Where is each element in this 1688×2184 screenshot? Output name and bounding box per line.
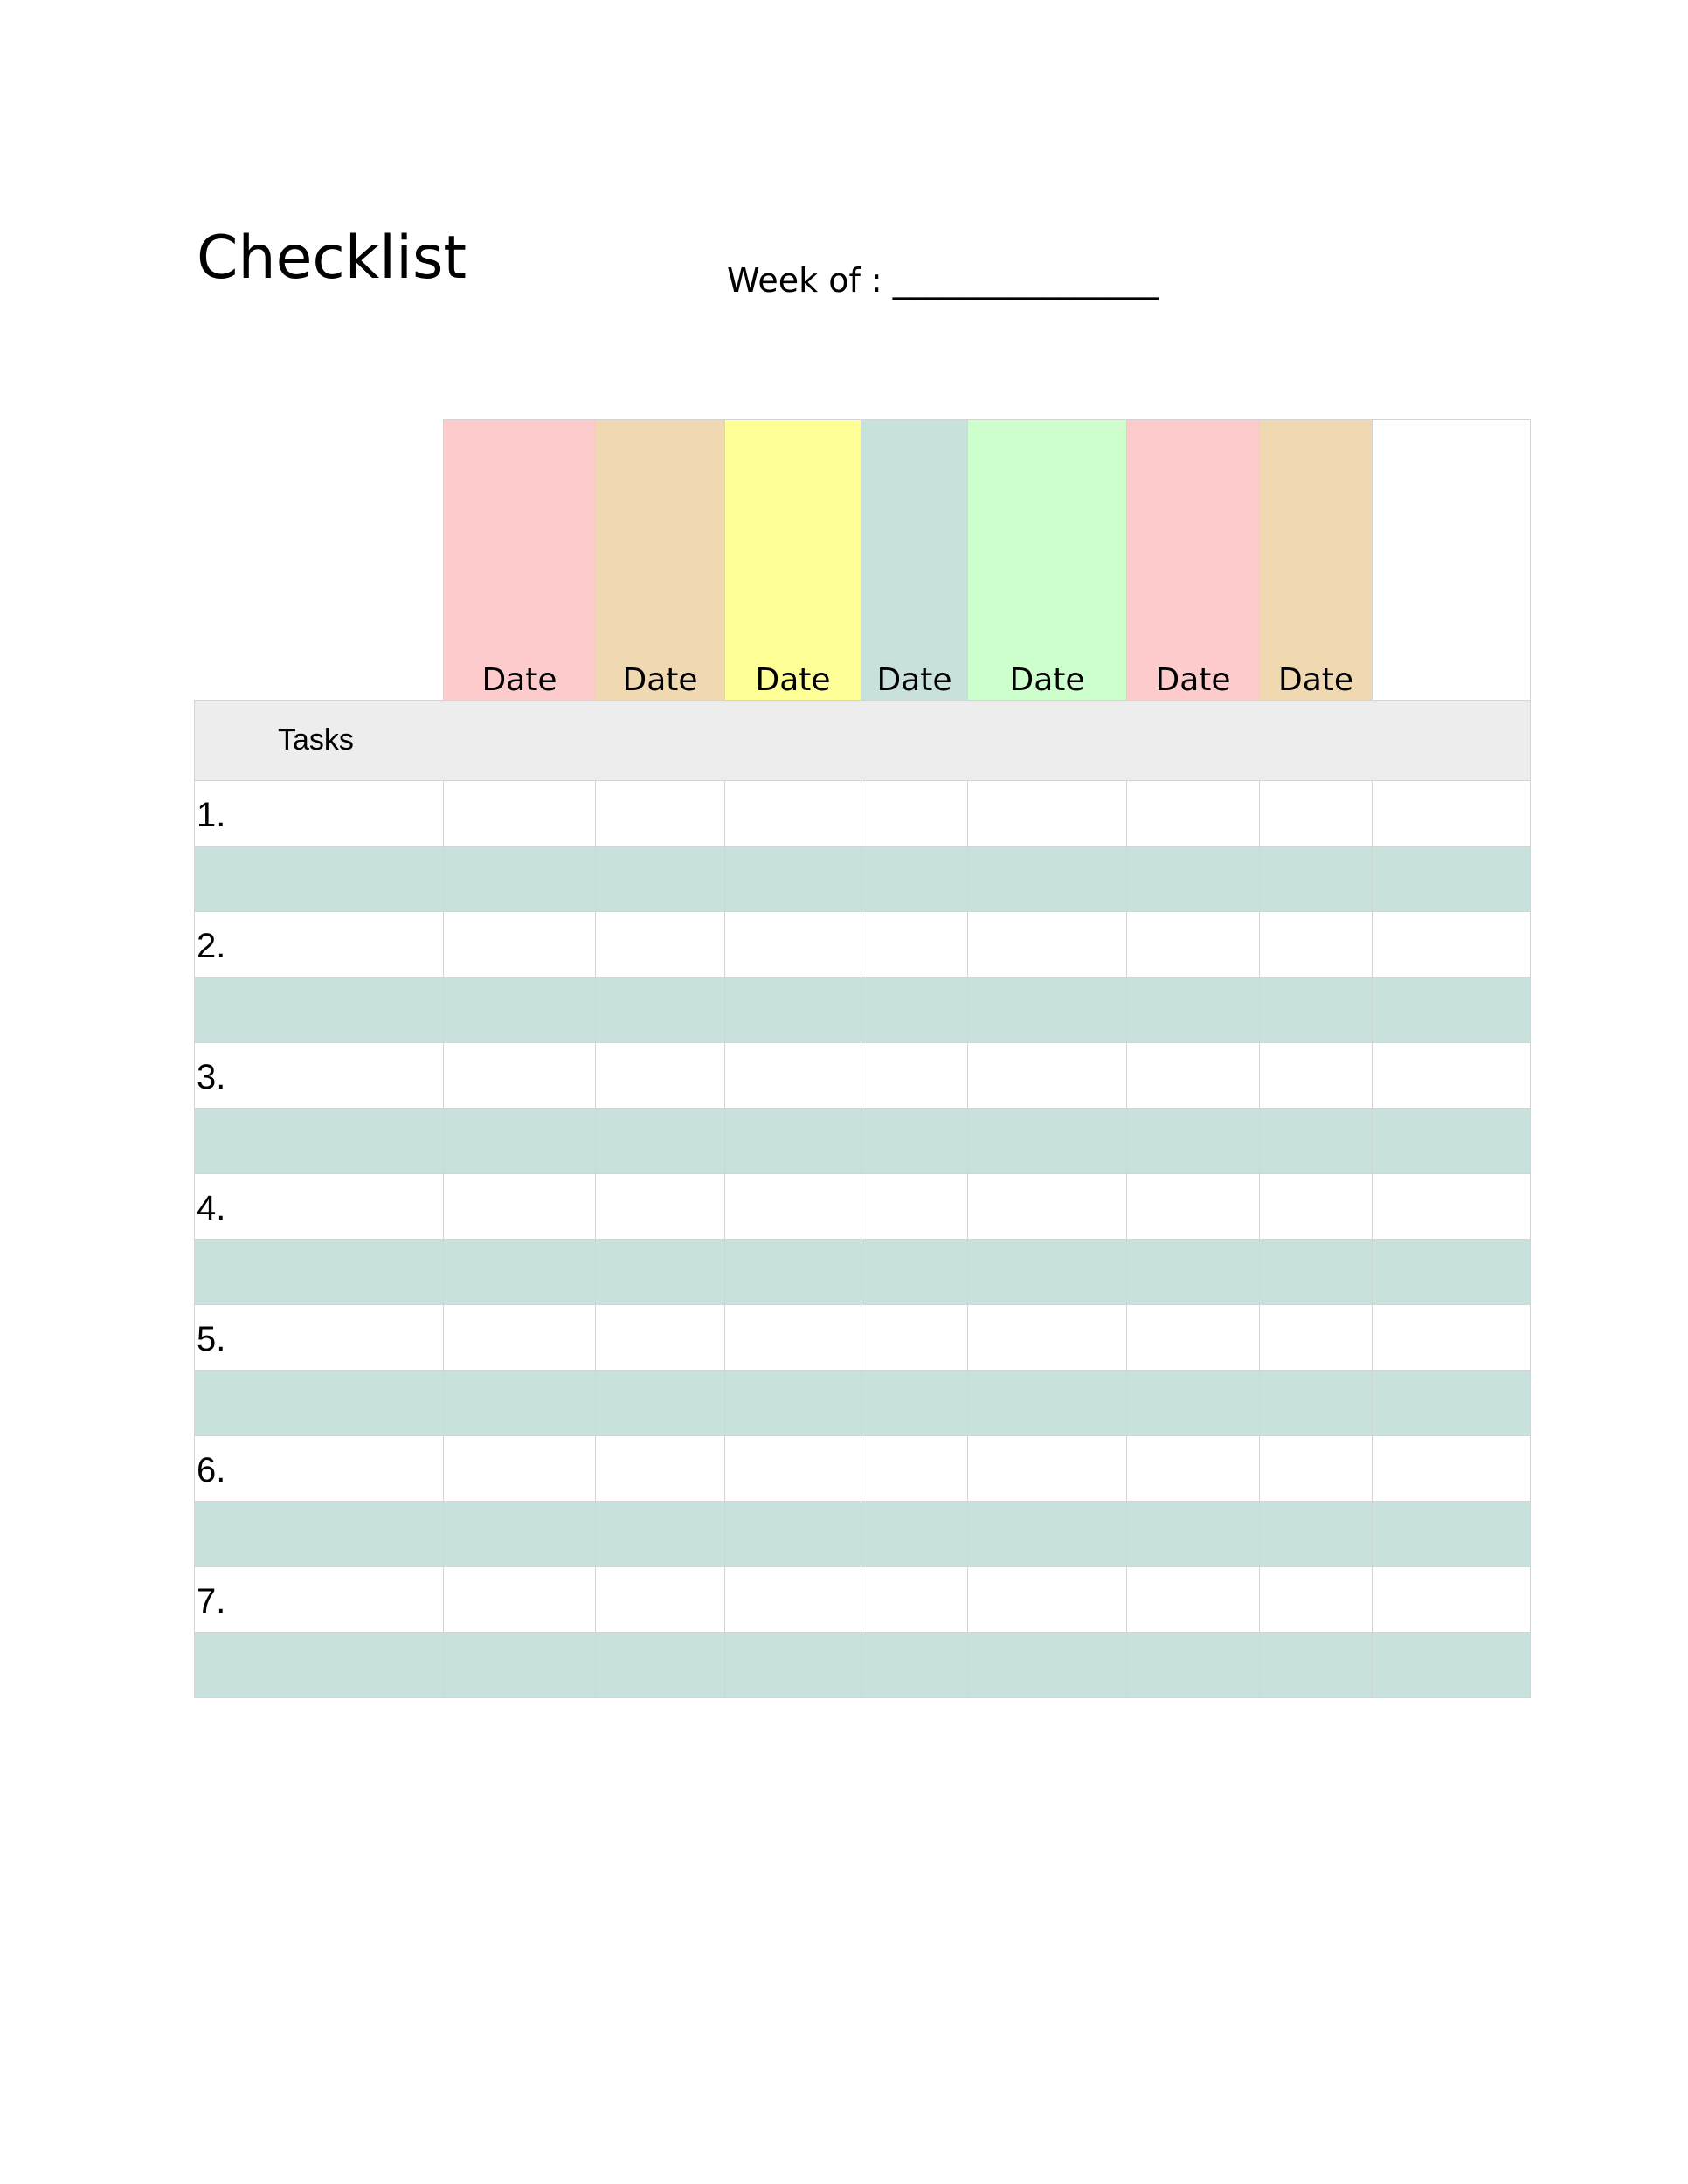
task-row [195, 1305, 1531, 1371]
note-cell[interactable] [1260, 1502, 1373, 1567]
note-cell[interactable] [195, 1633, 444, 1698]
note-cell[interactable] [968, 1371, 1127, 1436]
check-cell[interactable] [444, 1567, 596, 1633]
note-cell[interactable] [444, 847, 596, 912]
check-cell[interactable] [861, 1567, 968, 1633]
note-cell[interactable] [444, 1240, 596, 1305]
date-header-cell[interactable]: Date [1127, 420, 1260, 701]
note-cell[interactable] [1260, 1371, 1373, 1436]
note-cell[interactable] [861, 1371, 968, 1436]
note-cell[interactable] [596, 1633, 725, 1698]
task-note-row [195, 978, 1531, 1043]
note-cell[interactable] [861, 847, 968, 912]
check-cell[interactable] [1373, 1043, 1531, 1109]
corner-cell [195, 420, 444, 701]
tasks-header-row [195, 701, 1531, 781]
task-row [195, 1043, 1531, 1109]
note-cell[interactable] [1127, 1240, 1260, 1305]
note-cell[interactable] [444, 1502, 596, 1567]
check-cell[interactable] [596, 1567, 725, 1633]
check-cell[interactable] [725, 1043, 861, 1109]
note-cell[interactable] [444, 978, 596, 1043]
note-cell[interactable] [1260, 847, 1373, 912]
note-cell[interactable] [596, 1502, 725, 1567]
note-cell[interactable] [1373, 847, 1531, 912]
note-cell[interactable] [968, 1240, 1127, 1305]
checklist-table [194, 419, 1531, 1698]
note-cell[interactable] [195, 847, 444, 912]
check-cell[interactable] [725, 1174, 861, 1240]
task-label[interactable]: 5. [195, 1305, 444, 1371]
note-cell[interactable] [1127, 1633, 1260, 1698]
check-cell[interactable] [968, 1436, 1127, 1502]
note-cell[interactable] [861, 1633, 968, 1698]
note-cell[interactable] [1373, 1109, 1531, 1174]
note-cell[interactable] [1260, 1240, 1373, 1305]
check-cell[interactable] [596, 1305, 725, 1371]
note-cell[interactable] [1260, 1109, 1373, 1174]
note-cell[interactable] [1127, 1109, 1260, 1174]
note-cell[interactable] [444, 1371, 596, 1436]
check-cell[interactable] [1260, 912, 1373, 978]
task-note-row [195, 847, 1531, 912]
check-cell[interactable] [444, 1043, 596, 1109]
note-cell[interactable] [1260, 978, 1373, 1043]
check-cell[interactable] [725, 1305, 861, 1371]
date-header-row [195, 420, 1531, 701]
date-header-cell[interactable]: Date [444, 420, 596, 701]
task-label[interactable]: 1. [195, 781, 444, 847]
check-cell[interactable] [968, 1174, 1127, 1240]
note-cell[interactable] [861, 1109, 968, 1174]
task-note-row [195, 1109, 1531, 1174]
note-cell[interactable] [968, 978, 1127, 1043]
check-cell[interactable] [968, 1043, 1127, 1109]
note-cell[interactable] [596, 978, 725, 1043]
check-cell[interactable] [1260, 1436, 1373, 1502]
check-cell[interactable] [968, 912, 1127, 978]
check-cell[interactable] [1127, 1305, 1260, 1371]
check-cell[interactable] [1373, 781, 1531, 847]
check-cell[interactable] [968, 781, 1127, 847]
check-cell[interactable] [861, 781, 968, 847]
check-cell[interactable] [968, 1305, 1127, 1371]
note-cell[interactable] [1127, 1371, 1260, 1436]
check-cell[interactable] [1260, 1043, 1373, 1109]
task-label[interactable]: 3. [195, 1043, 444, 1109]
check-cell[interactable] [725, 912, 861, 978]
check-cell[interactable] [968, 1567, 1127, 1633]
date-header-cell[interactable]: Date [861, 420, 968, 701]
check-cell[interactable] [1127, 1174, 1260, 1240]
check-cell[interactable] [861, 1043, 968, 1109]
check-cell[interactable] [444, 1305, 596, 1371]
check-cell[interactable] [596, 1436, 725, 1502]
check-cell[interactable] [444, 912, 596, 978]
note-cell[interactable] [968, 1502, 1127, 1567]
note-cell[interactable] [1127, 847, 1260, 912]
check-cell[interactable] [1127, 781, 1260, 847]
check-cell[interactable] [1373, 1305, 1531, 1371]
note-cell[interactable] [596, 847, 725, 912]
check-cell[interactable] [725, 1567, 861, 1633]
note-cell[interactable] [861, 1240, 968, 1305]
note-cell[interactable] [596, 1109, 725, 1174]
date-header-cell[interactable]: Date [725, 420, 861, 701]
check-cell[interactable] [1127, 1436, 1260, 1502]
note-cell[interactable] [1373, 1633, 1531, 1698]
task-note-row [195, 1633, 1531, 1698]
note-cell[interactable] [725, 1502, 861, 1567]
note-cell[interactable] [1373, 1371, 1531, 1436]
note-cell[interactable] [195, 1502, 444, 1567]
note-cell[interactable] [1127, 1502, 1260, 1567]
note-cell[interactable] [1373, 1240, 1531, 1305]
note-cell[interactable] [195, 1109, 444, 1174]
note-cell[interactable] [444, 1109, 596, 1174]
note-cell[interactable] [1373, 1502, 1531, 1567]
check-cell[interactable] [444, 781, 596, 847]
note-cell[interactable] [725, 1371, 861, 1436]
page-title: Checklist [197, 224, 467, 293]
note-cell[interactable] [596, 1240, 725, 1305]
check-cell[interactable] [596, 912, 725, 978]
check-cell[interactable] [1127, 912, 1260, 978]
task-note-row [195, 1502, 1531, 1567]
date-header-cell[interactable]: Date [596, 420, 725, 701]
check-cell[interactable] [444, 1436, 596, 1502]
task-label[interactable]: 4. [195, 1174, 444, 1240]
note-cell[interactable] [968, 1633, 1127, 1698]
note-cell[interactable] [1127, 978, 1260, 1043]
check-cell[interactable] [725, 781, 861, 847]
note-cell[interactable] [725, 847, 861, 912]
check-cell[interactable] [1260, 1305, 1373, 1371]
date-header-cell[interactable]: Date [1260, 420, 1373, 701]
note-cell[interactable] [195, 1371, 444, 1436]
task-row [195, 1567, 1531, 1633]
check-cell[interactable] [861, 1305, 968, 1371]
note-cell[interactable] [596, 1371, 725, 1436]
check-cell[interactable] [1260, 781, 1373, 847]
check-cell[interactable] [861, 912, 968, 978]
note-cell[interactable] [968, 1109, 1127, 1174]
note-cell[interactable] [968, 847, 1127, 912]
check-cell[interactable] [1373, 1436, 1531, 1502]
date-header-cell[interactable]: Date [968, 420, 1127, 701]
date-header-cell[interactable] [1373, 420, 1531, 701]
check-cell[interactable] [861, 1174, 968, 1240]
note-cell[interactable] [725, 1633, 861, 1698]
check-cell[interactable] [1373, 1567, 1531, 1633]
tasks-header: Tasks [195, 701, 1531, 781]
check-cell[interactable] [1127, 1567, 1260, 1633]
note-cell[interactable] [861, 978, 968, 1043]
task-label[interactable]: 2. [195, 912, 444, 978]
note-cell[interactable] [725, 1109, 861, 1174]
task-label[interactable]: 6. [195, 1436, 444, 1502]
check-cell[interactable] [596, 1043, 725, 1109]
note-cell[interactable] [725, 1240, 861, 1305]
note-cell[interactable] [444, 1633, 596, 1698]
task-row [195, 912, 1531, 978]
task-label[interactable]: 7. [195, 1567, 444, 1633]
task-row [195, 1174, 1531, 1240]
note-cell[interactable] [725, 978, 861, 1043]
note-cell[interactable] [195, 978, 444, 1043]
note-cell[interactable] [195, 1240, 444, 1305]
check-cell[interactable] [1373, 912, 1531, 978]
task-row [195, 781, 1531, 847]
note-cell[interactable] [861, 1502, 968, 1567]
week-of-field[interactable]: Week of : ________________ [727, 261, 1159, 300]
check-cell[interactable] [1260, 1174, 1373, 1240]
task-note-row [195, 1240, 1531, 1305]
check-cell[interactable] [444, 1174, 596, 1240]
task-note-row [195, 1371, 1531, 1436]
check-cell[interactable] [1373, 1174, 1531, 1240]
check-cell[interactable] [1127, 1043, 1260, 1109]
check-cell[interactable] [596, 781, 725, 847]
check-cell[interactable] [596, 1174, 725, 1240]
check-cell[interactable] [725, 1436, 861, 1502]
note-cell[interactable] [1260, 1633, 1373, 1698]
note-cell[interactable] [1373, 978, 1531, 1043]
check-cell[interactable] [861, 1436, 968, 1502]
task-row [195, 1436, 1531, 1502]
check-cell[interactable] [1260, 1567, 1373, 1633]
